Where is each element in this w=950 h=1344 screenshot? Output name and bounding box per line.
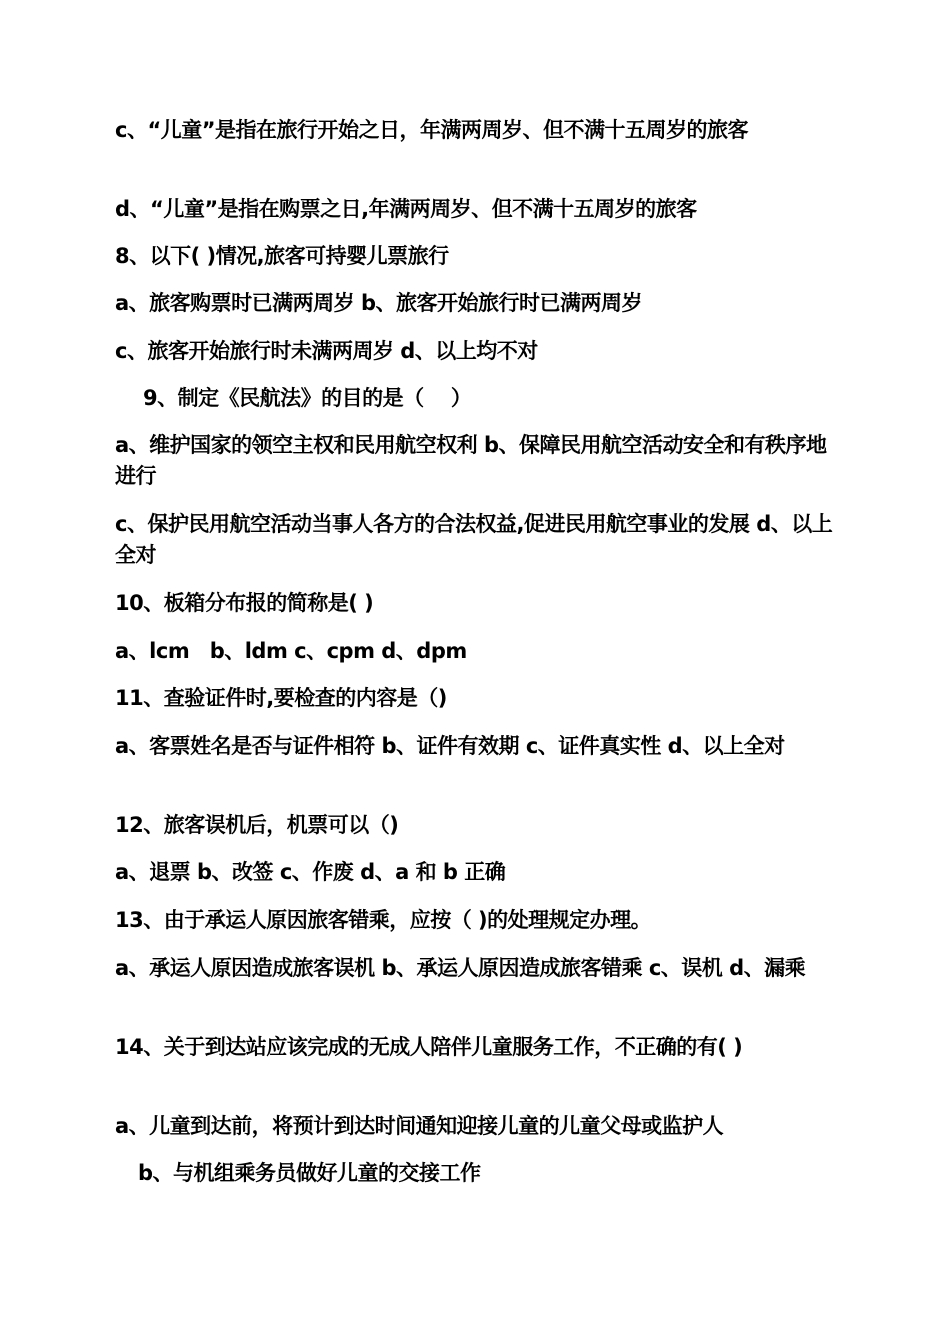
question-11: 11、查验证件时,要检查的内容是（) (115, 686, 447, 710)
options-8ab: a、旅客购票时已满两周岁 b、旅客开始旅行时已满两周岁 (115, 291, 643, 315)
options-9ab: a、维护国家的领空主权和民用航空权利 b、保障民用航空活动安全和有秩序地进行 (115, 433, 827, 488)
question-8: 8、以下( )情况,旅客可持婴儿票旅行 (115, 244, 449, 268)
options-10: a、lcm b、ldm c、cpm d、dpm (115, 639, 467, 663)
option-7d: d、“儿童”是指在购票之日,年满两周岁、但不满十五周岁的旅客 (115, 197, 697, 221)
options-8cd: c、旅客开始旅行时未满两周岁 d、以上均不对 (115, 339, 538, 363)
question-13: 13、由于承运人原因旅客错乘，应按（ )的处理规定办理。 (115, 908, 652, 932)
option-14b: b、与机组乘务员做好儿童的交接工作 (138, 1161, 481, 1185)
question-14: 14、关于到达站应该完成的无成人陪伴儿童服务工作，不正确的有( ) (115, 1035, 743, 1059)
options-13: a、承运人原因造成旅客误机 b、承运人原因造成旅客错乘 c、误机 d、漏乘 (115, 956, 806, 980)
options-9cd: c、保护民用航空活动当事人各方的合法权益,促进民用航空事业的发展 d、以上全对 (115, 512, 833, 567)
question-12: 12、旅客误机后，机票可以（) (115, 813, 399, 837)
options-11: a、客票姓名是否与证件相符 b、证件有效期 c、证件真实性 d、以上全对 (115, 734, 785, 758)
options-12: a、退票 b、改签 c、作废 d、a 和 b 正确 (115, 860, 506, 884)
question-9: 9、制定《民航法》的目的是（ ） (143, 386, 472, 410)
option-14a: a、儿童到达前，将预计到达时间通知迎接儿童的儿童父母或监护人 (115, 1114, 724, 1138)
option-7c: c、“儿童”是指在旅行开始之日，年满两周岁、但不满十五周岁的旅客 (115, 118, 749, 142)
question-10: 10、板箱分布报的简称是( ) (115, 591, 374, 615)
